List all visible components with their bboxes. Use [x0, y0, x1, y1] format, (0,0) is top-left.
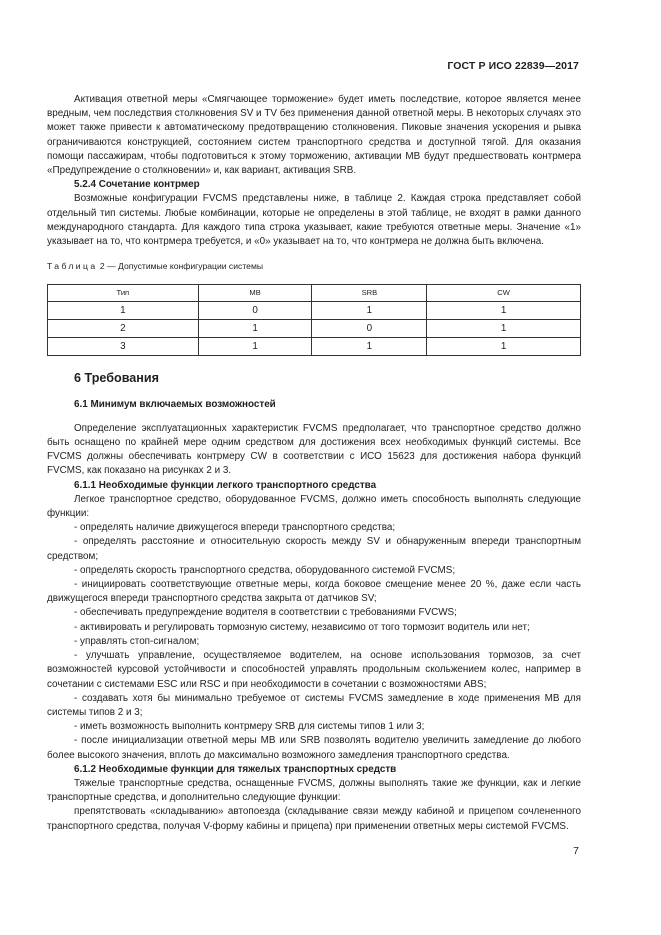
table-row — [48, 338, 581, 356]
list-item: - обеспечивать предупреждение водителя в соответствии с требованиями FVCWS; — [74, 607, 457, 619]
table-header-row — [48, 285, 581, 302]
paragraph-5-2-4: Возможные конфигурации FVCMS представлены ниже, в таблице 2. Каждая строка представляет собой отдельный тип системы. Любые комбинации, которые не определены в этой таблице, не входят в рамки данного международного стандарта. Для каждого типа строка указывает, какие требуются ответные меры. Значение «1» указывает на то, что контрмера требуется, и «0» указывает на то, что контрмера не должна быть включена. — [47, 193, 581, 248]
list-item: - создавать хотя бы минимально требуемое от системы FVCMS замедление в ходе применения МВ для системы типов 2 и 3; — [47, 692, 581, 718]
table-cell: 0 — [312, 320, 427, 338]
table-cell: 3 — [48, 338, 199, 356]
col-header-mb: MB — [198, 285, 312, 302]
list-item: - определять скорость транспортного средства, оборудованного системой FVCMS; — [74, 564, 456, 576]
list-item: - активировать и регулировать тормозную систему, независимо от того тормозит водитель или нет; — [74, 621, 530, 633]
col-header-cw: CW — [427, 285, 581, 302]
table-caption-prefix: Таблица — [47, 261, 98, 272]
table-row — [48, 302, 581, 320]
table-cell: 1 — [48, 302, 199, 320]
list-item: - управлять стоп-сигналом; — [74, 635, 200, 647]
heading-6-1-2: 6.1.2 Необходимые функции для тяжелых транспортных средств — [74, 763, 397, 775]
table-cell: 1 — [312, 302, 427, 320]
heading-6-1-1: 6.1.1 Необходимые функции легкого транспортного средства — [74, 479, 377, 491]
table-cell: 1 — [198, 320, 312, 338]
table-cell: 1 — [427, 302, 581, 320]
table-caption-text: 2 — Допустимые конфигурации системы — [99, 261, 264, 272]
list-item: - улучшать управление, осуществляемое водителем, на основе использования тормозов, за счет возможностей курсовой устойчивости и способностей управлять продольным скольжением колес, например в сочетании с системами ESC или RSC и при необходимости в сочетании с возможностями ABS; — [47, 650, 581, 690]
list-item: - определять расстояние и относительную скорость между SV и обнаруженным впереди транспортным средством; — [47, 536, 581, 562]
list-item: - иметь возможность выполнить контрмеру SRB для системы типов 1 или 3; — [74, 721, 425, 733]
table-cell: 1 — [312, 338, 427, 356]
page-body — [47, 93, 581, 834]
document-header-code: ГОСТ Р ИСО 22839—2017 — [447, 60, 579, 72]
table-cell: 1 — [427, 338, 581, 356]
configurations-table — [47, 284, 581, 356]
heading-5-2-4: 5.2.4 Сочетание контрмер — [74, 179, 200, 191]
paragraph-6-1-2-intro: Тяжелые транспортные средства, оснащенные FVCMS, должны выполнять такие же функции, как и легкие транспортные средства, и дополнительно следующие функции: — [47, 777, 581, 804]
col-header-srb: SRB — [312, 285, 427, 302]
list-item: - определять наличие движущегося впереди транспортного средства; — [74, 522, 396, 534]
list-item: - после инициализации ответной меры МВ или SRB позволять водителю увеличить замедление до любого более высокого значения, вплоть до максимально возможного замедления транспортного средства. — [47, 735, 581, 761]
paragraph-6-1: Определение эксплуатационных характеристик FVCMS предполагает, что транспортное средство должно быть оснащено по крайней мере одним средством для достижения всех необходимых функций системы. Все FVCMS должны обеспечивать контрмеру CW в соответствии с ИСО 15623 для достижения набора функций FVCMS, как показано на рисунках 2 и 3. — [47, 422, 581, 477]
table-cell: 1 — [198, 338, 312, 356]
heading-6-1: 6.1 Минимум включаемых возможностей — [74, 398, 276, 410]
col-header-type: Тип — [48, 285, 199, 302]
paragraph-6-1-1-intro: Легкое транспортное средство, оборудованное FVCMS, должно иметь способность выполнять следующие функции: — [47, 493, 581, 520]
page-number: 7 — [573, 845, 579, 857]
table-caption — [47, 259, 581, 273]
list-item: - инициировать соответствующие ответные меры, когда боковое смещение менее 20 %, даже если часть движущегося впереди транспортного средства закрыта от датчиков SV; — [47, 579, 581, 605]
paragraph-mitigation-braking: Активация ответной меры «Смягчающее торможение» будет иметь последствие, которое является менее вредным, чем последствия столкновения SV и TV без применения данной ответной меры. В некоторых случаях это может также привести к автоматическому предотвращению столкновения. Пиковые значения ускорения и рывка ограничиваются конструкцией, состоянием систем транспортного средства и доступной тягой. Для оказания помощи пассажирам, чтобы подготовиться к этому торможению, активации МВ будут предшествовать контрмера «Предупреждение о столкновении» и, как вариант, активация SRB. — [47, 94, 581, 177]
table-cell: 2 — [48, 320, 199, 338]
table-cell: 1 — [427, 320, 581, 338]
table-row — [48, 320, 581, 338]
list-item: препятствовать «складыванию» автопоезда (складывание связи между кабиной и прицепом сочлененного транспортного средства, получая V-форму кабины и прицепа) при применении ответных меры системой FVCMS. — [47, 806, 581, 832]
table-cell: 0 — [198, 302, 312, 320]
section-6-heading: 6 Требования — [74, 371, 159, 386]
